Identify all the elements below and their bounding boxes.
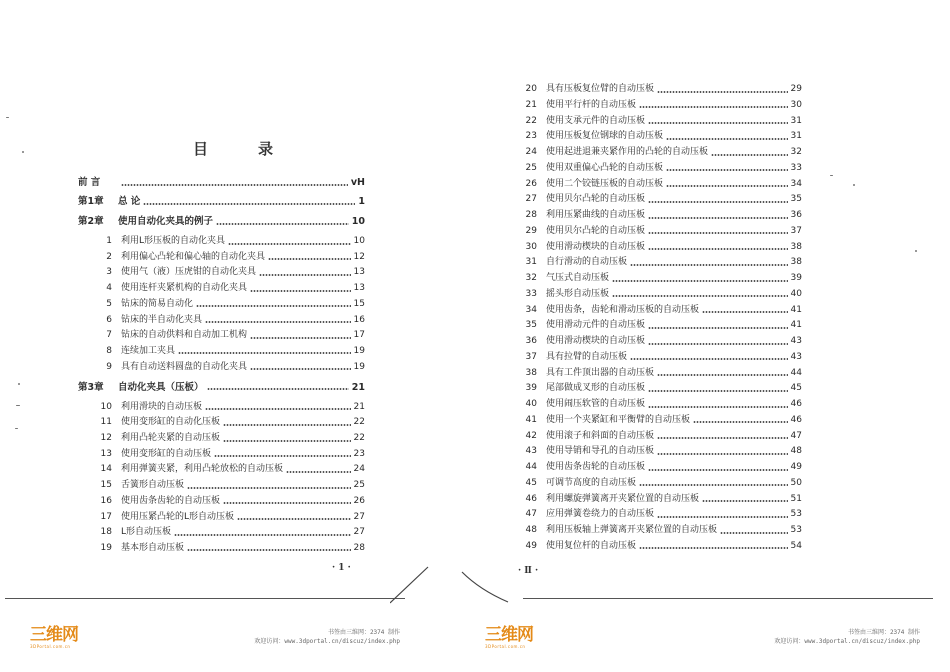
toc-entry-title: 使用滚子和斜面的自动压板 [546,430,655,441]
toc-section-entry [98,415,365,430]
toc-entry-title: 具有自动送料圆盘的自动化夹具 [121,361,248,372]
toc-section-entry [98,431,365,446]
toc-dot-leader [178,352,351,354]
toc-dot-leader [237,518,351,520]
toc-dot-leader [250,337,351,339]
toc-entry-title: 利用L形压板的自动化夹具 [121,236,226,246]
toc-dot-leader [720,532,788,534]
site-logo [30,626,78,652]
toc-entry-title: 使用自动化夹具的例子 [118,216,214,227]
credit-line-2: 欢迎访问：www.3dportal.cn/discuz/index.php [254,638,400,645]
toc-entry-title: 使用闹压软管的自动压板 [546,399,646,409]
credit-line-1: 书签由三维网：2374 制作 [327,629,400,636]
toc-entry-page: 31 [790,115,802,126]
toc-entry-title: 使用支承元件的自动压板 [546,115,646,126]
toc-dot-leader [187,549,351,551]
toc-section-entry [523,255,802,270]
toc-entry-page: 51 [790,493,802,504]
toc-entry-title: 使用压紧凸轮的L形自动压板 [121,511,235,522]
toc-entry-number: 25 [525,162,537,173]
toc-entry-title: 使用齿条齿轮的自动压板 [546,462,646,472]
toc-section-entry [523,413,802,428]
toc-dot-leader [711,154,788,156]
toc-entry-number: 2 [106,251,112,262]
toc-entry-number: 47 [525,509,537,520]
toc-entry-page: 25 [353,480,365,491]
toc-entry-page: 22 [353,433,365,443]
toc-entry-title: 使用齿条，齿轮和滑动压板的自动压板 [546,304,700,315]
toc-section-entry [98,328,365,343]
toc-entry-title: 摇头形自动压板 [546,288,610,299]
toc-section-entry [523,82,802,97]
toc-entry-number: 18 [100,527,112,538]
toc-entry-page: 10 [353,236,365,246]
toc-section-entry [523,114,802,129]
toc-entry-number: 21 [525,99,537,110]
toc-entry-title: 使用平行杆的自动压板 [546,99,637,110]
scan-speck [22,151,24,153]
toc-entry-number: 43 [525,446,537,457]
toc-dot-leader [666,169,788,171]
toc-entry-number: 前 言 [78,177,101,188]
toc-dot-leader [207,388,349,390]
toc-entry-number: 31 [525,257,537,268]
toc-entry-number: 15 [100,480,112,491]
toc-section-entry [523,287,802,302]
toc-entry-number: 12 [100,433,112,443]
toc-entry-page: 39 [790,273,802,283]
toc-entry-title: 使用导销和导孔的自动压板 [546,446,655,457]
toc-section-entry [98,281,365,296]
toc-dot-leader [639,106,788,108]
toc-dot-leader [286,471,351,473]
toc-section-entry [98,234,365,249]
toc-entry-title: 具有拉臂的自动压板 [546,351,628,362]
toc-entry-title: 舌簧形自动压板 [121,480,185,491]
toc-entry-number: 35 [525,320,537,331]
toc-chapter-entry [78,175,365,190]
toc-section-entry [98,541,365,556]
toc-dot-leader [702,500,788,502]
toc-entry-title: 利用压紧曲线的自动压板 [546,210,646,220]
toc-entry-title: 使用连杆夹紧机构的自动化夹具 [121,283,248,294]
toc-entry-title: 使用气（液）压虎钳的自动化夹具 [121,267,257,278]
toc-entry-number: 28 [525,210,537,220]
toc-entry-number: 7 [106,330,112,341]
toc-entry-title: 利用压板轴上弹簧离开夹紧位置的自动压板 [546,525,718,535]
toc-dot-leader [648,248,788,250]
toc-dot-leader [196,305,351,307]
toc-entry-page: 53 [790,525,802,535]
toc-section-entry [98,250,365,265]
toc-entry-page: 30 [790,99,802,110]
toc-entry-number: 29 [525,225,537,236]
toc-dot-leader [648,469,788,471]
toc-section-entry [98,313,365,328]
toc-entry-title: 利用偏心凸轮和偏心轴的自动化夹具 [121,251,266,262]
toc-entry-page: 23 [353,448,365,459]
toc-section-entry [98,360,365,375]
site-logo-mark: 三维网 [30,625,78,645]
toc-entry-page: 37 [790,225,802,236]
toc-entry-title: 应用弹簧卷绕力的自动压板 [546,509,655,520]
toc-section-entry [523,444,802,459]
toc-dot-leader [216,223,349,225]
toc-entry-number: 38 [525,367,537,378]
toc-dot-leader [648,390,788,392]
toc-entry-title: 利用凸轮夹紧的自动压板 [121,433,221,443]
toc-entry-page: vH [350,177,365,188]
toc-entry-title: 使用滑动元件的自动压板 [546,320,646,331]
toc-section-entry [523,303,802,318]
toc-section-entry [523,240,802,255]
toc-entry-page: 54 [790,540,802,551]
toc-heading-char-1: 目 [193,140,209,158]
toc-dot-leader [223,440,351,442]
toc-entry-page: 41 [790,320,802,331]
toc-entry-page: 26 [353,495,365,506]
toc-entry-number: 49 [525,540,537,551]
toc-entry-number: 9 [106,361,112,372]
toc-dot-leader [268,258,351,260]
toc-entry-title: 气压式自动压板 [546,273,610,283]
toc-dot-leader [250,290,351,292]
toc-entry-title: 使用滑动楔块的自动压板 [546,336,646,346]
toc-entry-title: 使用复位杆的自动压板 [546,540,637,551]
toc-entry-page: 49 [790,462,802,472]
toc-entry-page: 1 [358,196,365,207]
toc-entry-number: 41 [525,414,537,425]
toc-chapter-entry [78,194,365,209]
toc-entry-title: 钻床的半自动化夹具 [121,314,203,325]
toc-entry-page: 16 [353,314,365,325]
toc-section-entry [523,429,802,444]
toc-dot-leader [657,453,788,455]
toc-section-entry [523,318,802,333]
scan-speck [15,428,18,429]
toc-dot-leader [648,232,788,234]
toc-section-entry [523,129,802,144]
toc-dot-leader [259,274,351,276]
toc-entry-number: 45 [525,477,537,488]
toc-dot-leader [657,374,788,376]
toc-dot-leader [648,327,788,329]
toc-entry-page: 38 [790,241,802,252]
toc-entry-title: 使用双重偏心凸轮的自动压板 [546,162,664,173]
toc-entry-number: 32 [525,273,537,283]
toc-entry-title: 自行滑动的自动压板 [546,257,628,268]
toc-entry-page: 41 [790,304,802,315]
toc-entry-title: 可调节高度的自动压板 [546,477,637,488]
toc-dot-leader [693,421,788,423]
toc-entry-title: 具有工件顶出器的自动压板 [546,367,655,378]
page-number: · Ⅱ · [518,566,539,576]
toc-dot-leader [657,437,788,439]
toc-entry-number: 4 [106,283,112,294]
toc-entry-number: 6 [106,314,112,325]
toc-entry-number: 11 [100,417,112,428]
toc-section-entry [98,265,365,280]
credit-line-1: 书签由三维网：2374 制作 [847,629,920,636]
toc-entry-title: 自动化夹具（压板） [118,381,204,393]
toc-section-entry [523,492,802,507]
toc-section-entry [98,400,365,415]
page-curl-line [390,565,430,605]
toc-entry-page: 40 [790,288,802,299]
toc-section-entry [523,161,802,176]
toc-entry-page: 53 [790,509,802,520]
toc-chapter-entry [78,380,365,395]
scan-speck [853,184,855,186]
toc-entry-number: 40 [525,399,537,409]
toc-entry-number: 24 [525,147,537,157]
toc-heading-char-2: 录 [257,140,273,158]
toc-dot-leader [223,424,351,426]
toc-entry-page: 17 [353,330,365,341]
toc-entry-title: 使用二个铰链压板的自动压板 [546,178,664,189]
toc-entry-page: 27 [353,511,365,522]
toc-section-entry [523,350,802,365]
toc-dot-leader [648,406,788,408]
toc-entry-number: 13 [100,448,112,459]
toc-entry-page: 44 [790,367,802,378]
site-logo-sub: 3DPortal.com.cn [30,644,71,649]
toc-entry-number: 第1章 [78,196,104,207]
toc-section-entry [523,177,802,192]
toc-entry-page: 46 [790,414,802,425]
toc-entry-title: 使用起进退兼夹紧作用的凸轮的自动压板 [546,147,709,157]
toc-entry-number: 3 [106,267,112,278]
toc-section-entry [98,297,365,312]
toc-entry-title: 钻床的自动供料和自动加工机构 [121,330,248,341]
toc-entry-number: 14 [100,464,112,475]
toc-section-entry [98,525,365,540]
toc-entry-page: 19 [353,345,365,356]
toc-dot-leader [612,295,788,297]
toc-section-entry [98,494,365,509]
toc-entry-title: 使用压板复位钢球的自动压板 [546,131,664,142]
toc-dot-leader [143,203,355,205]
credit-text [254,628,400,646]
toc-dot-leader [228,243,351,245]
toc-entry-page: 28 [353,542,365,553]
toc-chapter-entry [78,214,365,229]
toc-section-entry [523,208,802,223]
credit-text [774,628,920,646]
toc-entry-page: 38 [790,257,802,268]
toc-entry-title: 钻床的简易自动化 [121,298,194,309]
toc-entry-title: 使用滑动楔块的自动压板 [546,241,646,252]
toc-section-entry [523,334,802,349]
toc-dot-leader [657,91,788,93]
toc-entry-number: 48 [525,525,537,535]
toc-entry-page: 35 [790,194,802,205]
toc-entry-number: 19 [100,542,112,553]
toc-entry-number: 1 [106,236,112,246]
toc-section-entry [98,447,365,462]
scan-speck [18,383,20,385]
toc-entry-number: 39 [525,383,537,394]
page-number: · 1 · [332,563,351,573]
toc-section-entry [523,145,802,160]
toc-section-entry [523,98,802,113]
toc-entry-number: 16 [100,495,112,506]
toc-entry-title: 利用弹簧夹紧，利用凸轮放松的自动压板 [121,464,284,475]
toc-dot-leader [174,534,351,536]
toc-section-entry [98,478,365,493]
toc-section-entry [523,460,802,475]
toc-section-entry [98,462,365,477]
scan-speck [915,250,917,252]
toc-dot-leader [657,516,788,518]
toc-entry-title: 使用一个夹紧缸和平衡臂的自动压板 [546,414,691,425]
toc-entry-number: 22 [525,115,537,126]
toc-dot-leader [205,321,351,323]
toc-entry-number: 26 [525,178,537,189]
toc-entry-title: 总 论 [118,196,141,207]
toc-entry-number: 46 [525,493,537,504]
toc-entry-title: 连续加工夹具 [121,345,176,356]
toc-entry-page: 24 [353,464,365,475]
toc-section-entry [523,224,802,239]
site-logo-mark: 三维网 [485,625,533,645]
toc-entry-number: 17 [100,511,112,522]
toc-entry-page: 43 [790,351,802,362]
scan-speck [16,405,20,406]
toc-entry-page: 12 [353,251,365,262]
toc-section-entry [523,539,802,554]
toc-entry-page: 13 [353,283,365,294]
toc-dot-leader [205,408,351,410]
toc-section-entry [523,366,802,381]
toc-entry-title: 使用贝尔凸轮的自动压板 [546,225,646,236]
toc-entry-number: 33 [525,288,537,299]
toc-entry-page: 19 [353,361,365,372]
toc-entry-page: 33 [790,162,802,173]
toc-entry-title: 使用变形缸的自动化压板 [121,417,221,428]
toc-entry-title: 使用齿条齿轮的自动压板 [121,495,221,506]
toc-entry-number: 34 [525,304,537,315]
site-logo-sub: 3DPortal.com.cn [485,644,526,649]
toc-entry-title: 基本形自动压板 [121,542,185,553]
toc-entry-title: 使用变形缸的自动压板 [121,448,212,459]
toc-entry-page: 50 [790,477,802,488]
toc-entry-page: 21 [353,401,365,412]
toc-dot-leader [639,547,788,549]
toc-dot-leader [223,502,351,504]
toc-dot-leader [648,217,788,219]
toc-entry-number: 23 [525,131,537,142]
toc-entry-page: 22 [353,417,365,428]
toc-entry-number: 44 [525,462,537,472]
toc-entry-page: 31 [790,131,802,142]
toc-dot-leader [666,138,788,140]
scan-speck [830,175,833,176]
toc-dot-leader [639,484,788,486]
page-bottom-rule [5,598,405,599]
toc-dot-leader [648,122,788,124]
toc-entry-title: 利用滑块的自动压板 [121,401,203,412]
toc-dot-leader [630,264,788,266]
toc-heading [193,138,273,159]
toc-entry-number: 5 [106,298,112,309]
toc-entry-page: 32 [790,147,802,157]
toc-entry-number: 8 [106,345,112,356]
toc-dot-leader [648,343,788,345]
toc-entry-page: 36 [790,210,802,220]
scan-speck [6,117,9,118]
credit-line-2: 欢迎访问：www.3dportal.cn/discuz/index.php [774,638,920,645]
toc-section-entry [523,397,802,412]
toc-entry-title: 使用贝尔凸轮的自动压板 [546,194,646,205]
toc-section-entry [523,476,802,491]
toc-entry-page: 48 [790,446,802,457]
toc-dot-leader [250,368,351,370]
toc-section-entry [98,344,365,359]
page-bottom-rule [523,598,933,599]
toc-dot-leader [121,184,348,186]
toc-entry-number: 10 [100,401,112,412]
toc-dot-leader [702,311,788,313]
toc-entry-page: 45 [790,383,802,394]
toc-section-entry [523,192,802,207]
toc-entry-page: 15 [353,298,365,309]
toc-dot-leader [630,358,788,360]
toc-entry-title: 具有压板复位臂的自动压板 [546,84,655,94]
toc-entry-number: 42 [525,430,537,441]
page-curl-line [460,570,510,606]
toc-dot-leader [612,280,788,282]
toc-section-entry [523,271,802,286]
toc-section-entry [523,381,802,396]
toc-entry-number: 20 [525,84,537,94]
toc-entry-title: L形自动压板 [121,527,172,538]
toc-dot-leader [666,185,788,187]
toc-entry-page: 34 [790,178,802,189]
toc-entry-title: 利用螺旋弹簧离开夹紧位置的自动压板 [546,493,700,504]
toc-entry-page: 21 [351,381,365,393]
toc-entry-number: 27 [525,194,537,205]
toc-dot-leader [214,455,351,457]
toc-entry-page: 47 [790,430,802,441]
toc-section-entry [523,523,802,538]
toc-entry-page: 10 [351,216,365,227]
toc-entry-number: 第2章 [78,216,104,227]
toc-dot-leader [648,201,788,203]
toc-dot-leader [187,487,351,489]
toc-entry-number: 第3章 [78,381,104,393]
toc-entry-number: 30 [525,241,537,252]
toc-section-entry [523,507,802,522]
toc-section-entry [98,510,365,525]
toc-entry-page: 29 [790,84,802,94]
toc-entry-title: 尾部做成叉形的自动压板 [546,383,646,394]
toc-entry-page: 13 [353,267,365,278]
right-page [475,0,950,672]
toc-entry-number: 37 [525,351,537,362]
toc-entry-page: 43 [790,336,802,346]
toc-entry-page: 27 [353,527,365,538]
toc-entry-page: 46 [790,399,802,409]
toc-entry-number: 36 [525,336,537,346]
site-logo [485,626,533,652]
